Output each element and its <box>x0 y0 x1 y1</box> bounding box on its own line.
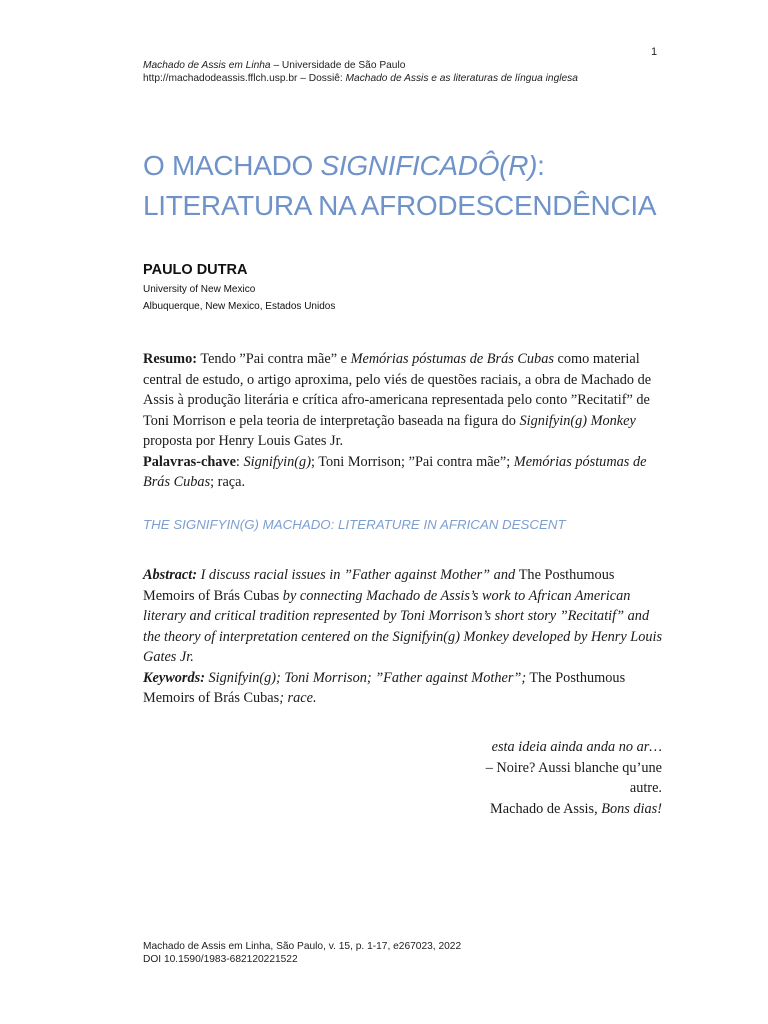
resumo-italic: Signifyin(g) Monkey <box>519 412 636 429</box>
title-part-1: O MACHADO <box>143 150 321 181</box>
resumo-italic: Memórias póstumas de Brás Cubas <box>350 351 554 367</box>
epigraph <box>400 737 662 819</box>
author-name: PAULO DUTRA <box>143 262 248 278</box>
palavras-chave-paragraph <box>143 452 668 493</box>
keywords-italic: Signifyin(g); Toni Morrison; ”Father against Mother”; <box>204 669 527 686</box>
palavras-chave-text: ; Toni Morrison; ”Pai contra mãe”; <box>310 453 514 470</box>
article-title <box>143 146 703 226</box>
abstract-italic: by connecting Machado de Assis’s work to African American literary and critical tradition represented by Toni Morrison’s short story ”Recitatif” and the theory of interpretation centered on the Signifyin(g) Monkey developed by Henry Louis Gates Jr. <box>143 587 663 665</box>
english-title: THE SIGNIFYIN(G) MACHADO: LITERATURE IN AFRICAN DESCENT <box>143 517 566 532</box>
epigraph-line-3: autre. <box>629 780 662 796</box>
epigraph-author: Machado de Assis, <box>490 800 602 817</box>
palavras-chave-text: ; raça. <box>210 474 246 490</box>
footer-citation: Machado de Assis em Linha, São Paulo, v. 15, p. 1-17, e267023, 2022 <box>143 941 462 952</box>
dossier-line <box>143 72 703 85</box>
abstract-label: Abstract: <box>143 567 198 583</box>
abstract-italic: I discuss racial issues in ”Father against Mother” and <box>197 567 519 583</box>
author-location: Albuquerque, New Mexico, Estados Unidos <box>143 301 336 312</box>
page-footer <box>143 940 643 966</box>
epigraph-line-2: – Noire? Aussi blanche qu’une <box>485 759 662 776</box>
author-block <box>143 259 663 315</box>
resumo-paragraph <box>143 349 668 452</box>
epigraph-line-1: esta ideia ainda anda no ar… <box>491 739 662 755</box>
keywords-paragraph <box>143 668 668 709</box>
journal-name: Machado de Assis em Linha <box>143 60 271 71</box>
journal-line <box>143 59 703 72</box>
footer-doi[interactable]: DOI 10.1590/1983-682120221522 <box>143 954 298 965</box>
palavras-chave-italic: Memórias póstumas de Brás Cubas <box>143 453 647 490</box>
running-header <box>143 59 703 85</box>
author-institution: University of New Mexico <box>143 284 256 295</box>
resumo-text: Tendo ”Pai contra mãe” e <box>197 351 351 367</box>
resumo-text: como material central de estudo, o artigo aproxima, pelo viés de questões raciais, a obra de Machado de Assis à produção literária e crítica afro-americana representada pelo conto ”Recitatif” de Toni Morrison e pela teoria de interpretação baseada na figura do <box>143 351 652 429</box>
page-number: 1 <box>651 46 658 58</box>
keywords-text: The Posthumous Memoirs of Brás Cubas <box>143 669 626 706</box>
journal-url[interactable]: http://machadodeassis.fflch.usp.br – Dossiê: <box>143 73 346 84</box>
resumo-label: Resumo: <box>143 351 198 367</box>
dossier-title: Machado de Assis e as literaturas de língua inglesa <box>345 73 578 84</box>
journal-affiliation: – Universidade de São Paulo <box>270 60 406 71</box>
abstract-section <box>143 565 668 709</box>
resumo-section <box>143 349 668 493</box>
epigraph-attribution <box>400 799 662 820</box>
abstract-paragraph <box>143 565 668 668</box>
epigraph-source: Bons dias! <box>601 800 662 817</box>
resumo-text: proposta por Henry Louis Gates Jr. <box>143 433 344 449</box>
palavras-chave-label: Palavras-chave <box>143 453 236 470</box>
palavras-chave-colon: : <box>235 453 244 470</box>
title-part-2: : LITERATURA NA AFRODESCENDÊNCIA <box>143 150 657 221</box>
palavras-chave-italic: Signifyin(g) <box>243 453 311 470</box>
keywords-italic: ; race. <box>279 690 317 706</box>
keywords-label: Keywords: <box>143 669 205 686</box>
title-italic-part: SIGNIFICADÔ(R) <box>320 150 538 181</box>
abstract-text: The Posthumous Memoirs of Brás Cubas <box>143 567 615 604</box>
